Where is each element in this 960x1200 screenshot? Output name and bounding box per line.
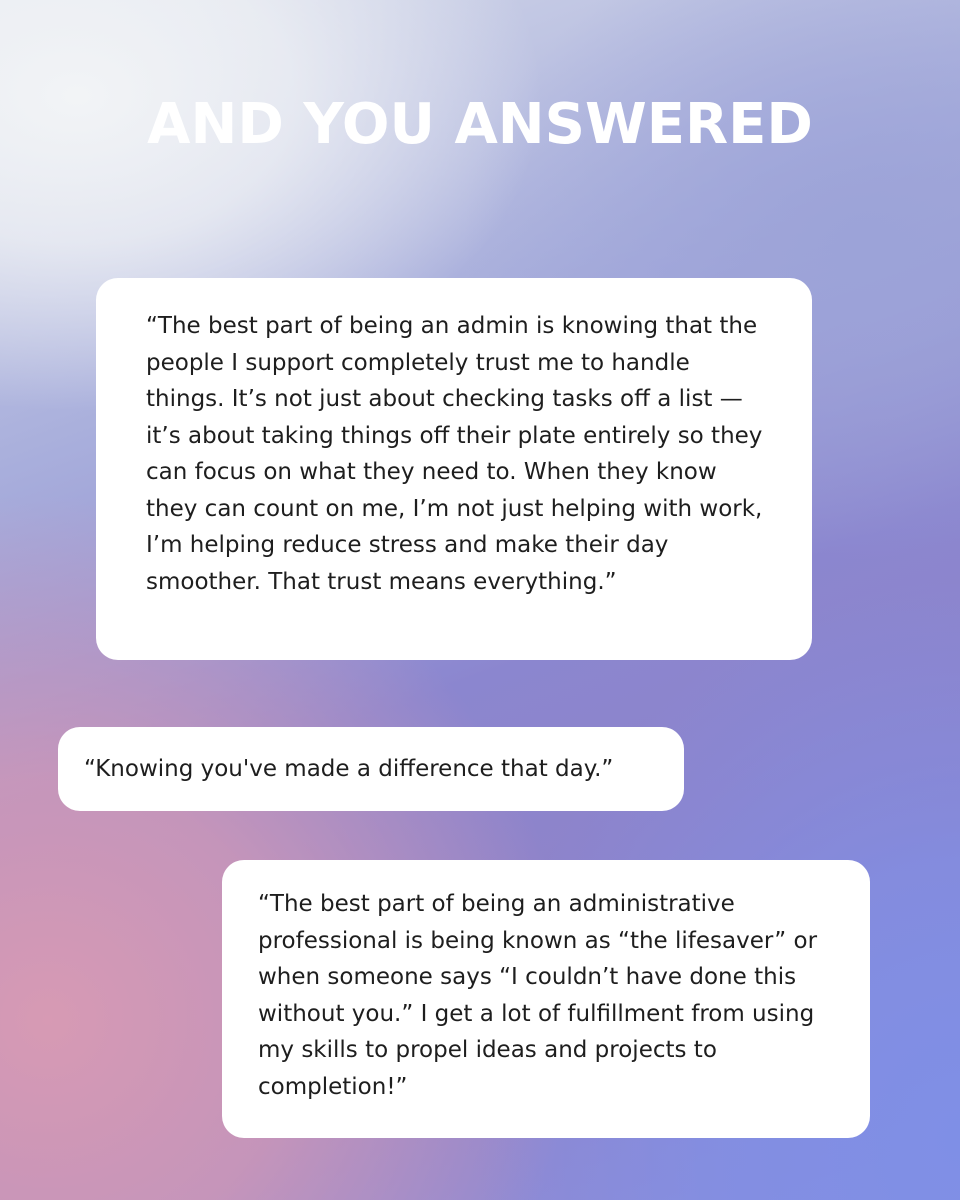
answer-quote-1: “The best part of being an admin is knowing that the people I support completely trust me to handle things. It’s not just about checking tasks off a list — it’s about taking things off their plate entirely so they can focus on what they need to. When they know they can count on me, I’m not just helping with work, I’m helping reduce stress and make their day smoother. That trust means everything.” — [146, 313, 763, 595]
answer-quote-3: “The best part of being an administrative professional is being known as “the lifesaver” or when someone says “I couldn’t have done this without you.” I get a lot of fulfillment from using my skills to propel ideas and projects to completion!” — [258, 891, 818, 1100]
page-title: AND YOU ANSWERED — [147, 92, 813, 157]
answer-quote-2: “Knowing you've made a difference that day.” — [84, 756, 614, 782]
answer-card-3 — [222, 860, 870, 1138]
answer-card-1 — [96, 278, 812, 660]
answer-card-2 — [58, 727, 684, 811]
